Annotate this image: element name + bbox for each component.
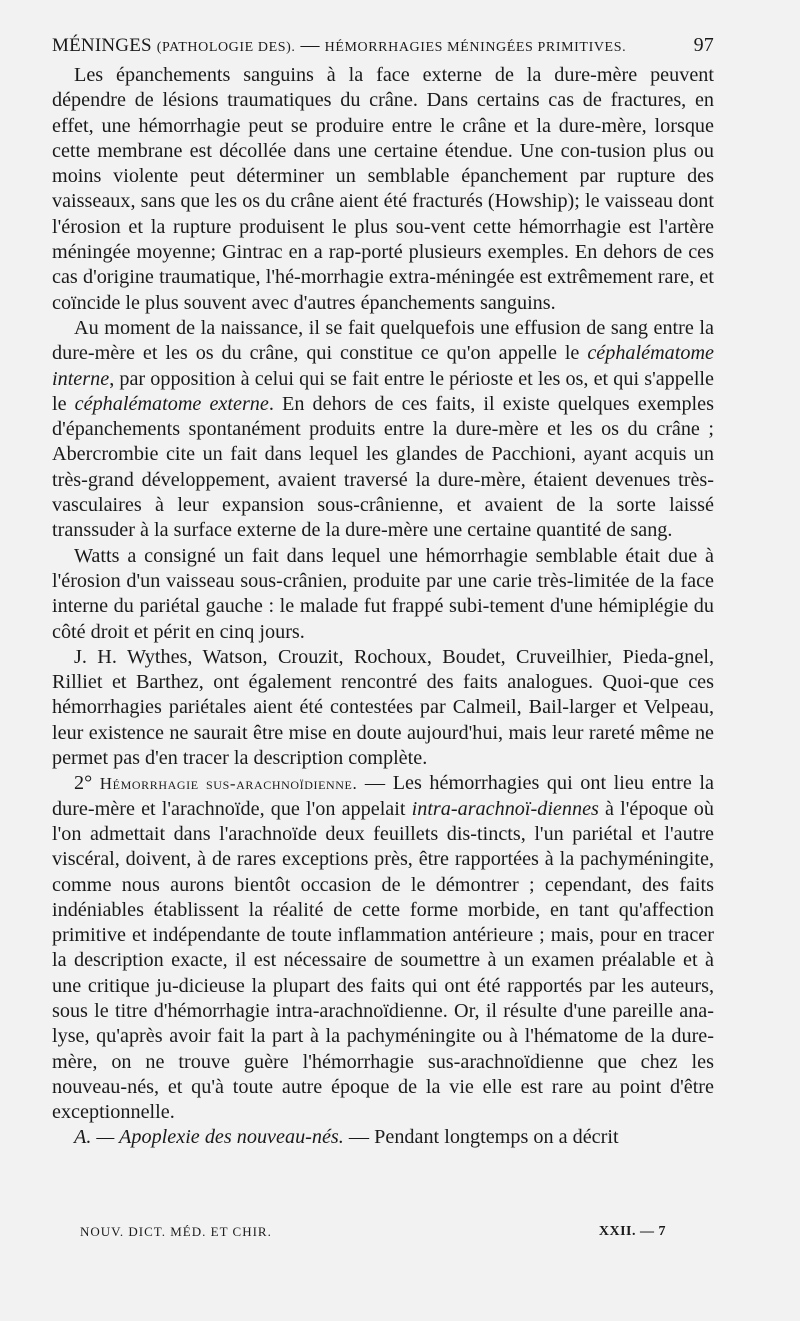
running-title-main: MÉNINGES: [52, 35, 152, 56]
paragraph-6: [52, 1125, 714, 1150]
p2-text-b: , par opposition à celui qui se fait entre le périoste et les os, et qui s'appelle le: [52, 367, 714, 415]
paragraph-3: Watts a consigné un fait dans lequel une hémorrhagie semblable était due à l'érosion d'un vaisseau sous-crânien, produite par une carie très-limitée de la face interne du pariétal gauche : le malade fut frappé subi-tement d'une hémiplégie du côté droit et périt en cinq jours.: [52, 544, 714, 643]
p5-italic-term: intra-arachnoï-diennes: [411, 797, 599, 820]
footer-signature: XXII. — 7: [598, 1224, 666, 1239]
paragraph-4: J. H. Wythes, Watson, Crouzit, Rochoux, Boudet, Cruveilhier, Pieda-gnel, Rilliet et Barthez, ont également rencontré des faits analogues. Quoi-que ces hémorrhagies pariétales aient été contestées par Calmeil, Bail-larger et Velpeau, leur existence ne saurait être mise en doute aujourd'hui, mais leur rareté même ne permet pas d'en tracer la description complète.: [52, 645, 714, 770]
paragraph-2: [52, 316, 714, 544]
running-title-section: HÉMORRHAGIES MÉNINGÉES PRIMITIVES.: [324, 40, 627, 55]
running-title-dash: —: [300, 35, 320, 56]
running-head: [52, 34, 714, 57]
page-footer: [80, 1224, 666, 1240]
p5-text-b: à l'époque où l'on admettait dans l'arachnoïde deux feuillets dis-tincts, l'un pariétal et l'autre viscéral, doivent, à de rares exceptions près, être rapportées à la pachyméningite, comme nous aurons bientôt occasion de le démontrer ; cependant, des faits indéniables établissent la réalité de cette forme morbide, en tant qu'affection primitive et indépendante de toute inflammation antérieure ; mais, pour en tracer la description exacte, il est nécessaire de soumettre à un examen préalable et à une critique ju-dicieuse la plupart des faits qui ont été rapportés par les auteurs, sous le titre d'hémorrhagie intra-arachnoïdienne. Or, il résulte d'une pareille ana-lyse, qu'après avoir fait la part à la pachyméningite ou à l'hématome de la dure-mère, on ne trouve guère l'hémorrhagie sus-arachnoïdienne que chez les nouveau-nés, et qu'à toute autre époque de la vie elle est rare au point d'être exceptionnelle.: [52, 797, 714, 1124]
section-heading-sus-arachnoidienne: Hémorrhagie sus-arachnoïdienne.: [99, 774, 358, 794]
running-title: [52, 35, 626, 57]
body-text: [52, 63, 714, 1151]
p5-text-a: — Les hémorrhagies qui ont lieu entre la dure-mère et l'arachnoïde, que l'on appelait: [52, 772, 715, 820]
page-number: 97: [693, 34, 714, 56]
p5-number: 2°: [74, 772, 100, 795]
p6-text: — Pendant longtemps on a décrit: [343, 1126, 619, 1149]
subsection-heading-apoplexie: A. — Apoplexie des nouveau-nés.: [74, 1126, 344, 1149]
p2-italic-term-1: céphalématome interne: [52, 342, 714, 390]
paragraph-1: Les épanchements sanguins à la face externe de la dure-mère peuvent dépendre de lésions traumatiques du crâne. Dans certains cas de fractures, en effet, une hémorrhagie peut se produire entre le crâne et la dure-mère, lorsque cette membrane est décollée dans une certaine étendue. Une con-tusion plus ou moins violente peut déterminer un semblable épanchement par rupture des vaisseaux, sans que les os du crâne aient été fracturés (Howship); le vaisseau dont l'érosion et la rupture produisent le plus sou-vent cette hémorrhagie est l'artère méningée moyenne; Gintrac en a rap-porté plusieurs exemples. En dehors de ces cas d'origine traumatique, l'hé-morrhagie extra-méningée est extrêmement rare, et coïncide le plus souvent avec d'autres épanchements sanguins.: [52, 64, 714, 314]
footer-publication: NOUV. DICT. MÉD. ET CHIR.: [80, 1224, 272, 1239]
paragraph-5: [52, 771, 714, 1125]
p2-italic-term-2: céphalématome externe: [74, 392, 269, 415]
p2-text-a: Au moment de la naissance, il se fait quelquefois une effusion de sang entre la dure-mère et les os du crâne, qui constitue ce qu'on appelle le: [52, 316, 714, 365]
running-title-paren: (PATHOLOGIE DES).: [156, 40, 296, 55]
p2-text-c: . En dehors de ces faits, il existe quelques exemples d'épanchements spontanément produits entre la dure-mère et les os du crâne ; Abercrombie cite un fait dans lequel les glandes de Pacchioni, ayant acquis un très-grand développement, avaient traversé la dure-mère, étaient devenues très-vasculaires à leur expansion sous-crânienne, et avaient de la sorte laissé transsuder à la surface externe de la dure-mère une certaine quantité de sang.: [52, 392, 714, 542]
